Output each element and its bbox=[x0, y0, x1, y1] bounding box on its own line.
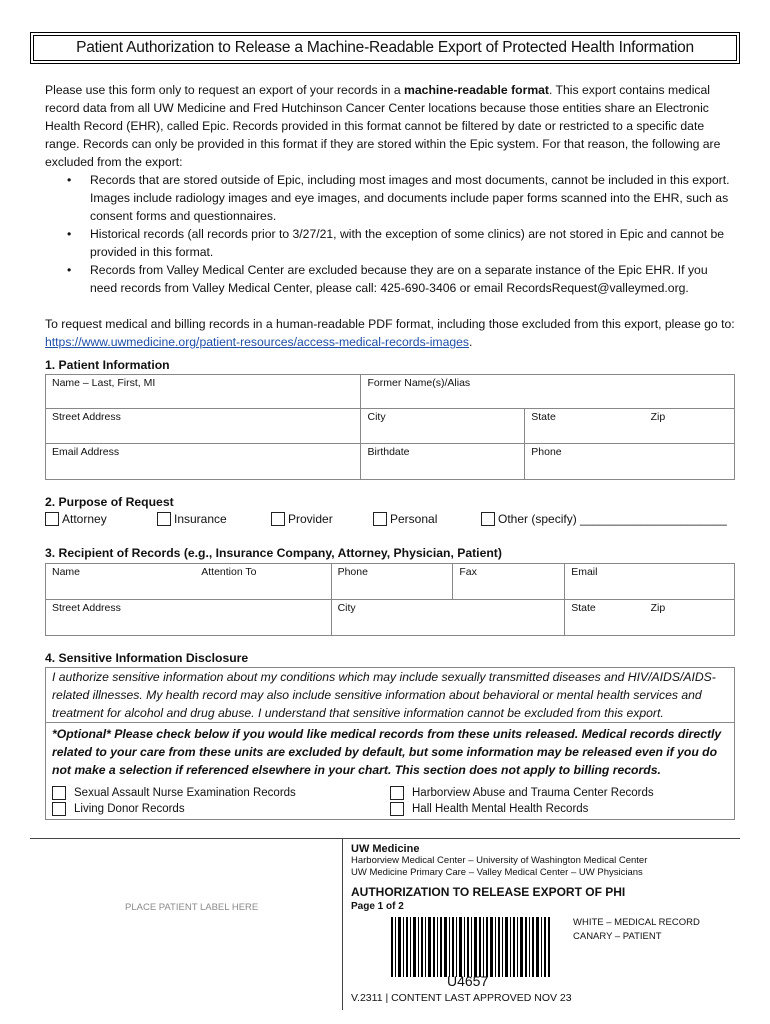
patient-zip-field[interactable]: Zip bbox=[645, 409, 735, 444]
recipient-attention-field[interactable]: Attention To bbox=[195, 564, 331, 600]
exclusion-list bbox=[45, 171, 735, 297]
pdf-request-paragraph: To request medical and billing records in a human-readable PDF format, including those excluded from this export, please go to: https://www.uwmedicine.org/patient-resources/access-medical-records-images. bbox=[45, 317, 735, 349]
sensitive-disclosure-box bbox=[45, 667, 735, 820]
patient-name-field[interactable]: Name – Last, First, MI bbox=[46, 375, 361, 409]
patient-street-field[interactable]: Street Address bbox=[46, 409, 361, 444]
checkbox[interactable] bbox=[52, 802, 66, 816]
patient-info-table bbox=[45, 374, 735, 480]
intro-section bbox=[45, 81, 735, 351]
intro-bold: machine-readable format bbox=[404, 83, 549, 97]
exclusion-item: • Historical records (all records prior to 3/27/21, with the exception of some clinics) are not stored in Epic and cannot be provided in this format. bbox=[67, 227, 725, 259]
patient-city-field[interactable]: City bbox=[361, 409, 525, 444]
optional-units-note: *Optional* Please check below if you would like medical records from these units released. Medical records directly related to your care from these units are excluded by default, but some information may be released even if you do not make a selection if referenced elsewhere in your chart. This section does not apply to billing records. bbox=[52, 727, 722, 777]
patient-phone-field[interactable]: Phone bbox=[525, 444, 735, 480]
checkbox[interactable] bbox=[373, 512, 387, 526]
purpose-other[interactable]: Other (specify) ______________________ bbox=[481, 512, 727, 526]
intro-paragraph bbox=[45, 81, 735, 171]
copy-distribution bbox=[573, 916, 700, 944]
former-names-field[interactable]: Former Name(s)/Alias bbox=[361, 375, 735, 409]
purpose-provider[interactable]: Provider bbox=[271, 512, 333, 526]
section-2-heading: 2. Purpose of Request bbox=[45, 495, 174, 509]
unit-hall-health[interactable]: Hall Health Mental Health Records bbox=[390, 800, 588, 818]
barcode-icon bbox=[391, 914, 551, 980]
copy-canary: CANARY – PATIENT bbox=[573, 931, 662, 942]
patient-label-area bbox=[30, 838, 342, 1010]
recipient-state-field[interactable]: State bbox=[565, 600, 645, 636]
version-info: V.2311 | CONTENT LAST APPROVED NOV 23 bbox=[351, 992, 572, 1004]
patient-email-field[interactable]: Email Address bbox=[46, 444, 361, 480]
unit-living-donor[interactable]: Living Donor Records bbox=[52, 800, 185, 818]
records-link[interactable]: https://www.uwmedicine.org/patient-resources/access-medical-records-images bbox=[45, 335, 470, 349]
recipient-table bbox=[45, 563, 735, 636]
checkbox[interactable] bbox=[157, 512, 171, 526]
purpose-personal[interactable]: Personal bbox=[373, 512, 437, 526]
form-title-box bbox=[30, 32, 740, 64]
recipient-name-field[interactable]: Name bbox=[46, 564, 196, 600]
intro-text-a: Please use this form only to request an export of your records in a bbox=[45, 83, 405, 97]
copy-white: WHITE – MEDICAL RECORD bbox=[573, 917, 700, 928]
purpose-options bbox=[45, 512, 735, 530]
org-sub-1: Harborview Medical Center – University of Washington Medical Center bbox=[351, 855, 648, 866]
patient-birthdate-field[interactable]: Birthdate bbox=[361, 444, 525, 480]
unit-checkboxes bbox=[46, 783, 734, 819]
recipient-street-field[interactable]: Street Address bbox=[46, 600, 332, 636]
footer-info bbox=[342, 838, 740, 1010]
patient-state-field[interactable]: State bbox=[525, 409, 645, 444]
checkbox[interactable] bbox=[52, 786, 66, 800]
section-3-heading: 3. Recipient of Records (e.g., Insurance Company, Attorney, Physician, Patient) bbox=[45, 546, 502, 560]
section-4-heading: 4. Sensitive Information Disclosure bbox=[45, 651, 249, 665]
unit-sane-records[interactable]: Sexual Assault Nurse Examination Records bbox=[52, 784, 296, 802]
checkbox[interactable] bbox=[390, 786, 404, 800]
section-1-heading: 1. Patient Information bbox=[45, 358, 170, 372]
page-number: Page 1 of 2 bbox=[351, 901, 404, 912]
purpose-attorney[interactable]: Attorney bbox=[45, 512, 107, 526]
exclusion-item: • Records from Valley Medical Center are excluded because they are on a separate instance of the Epic EHR. If you need records from Valley Medical Center, please call: 425-690-3406 or email RecordsRequest@valleymed.org. bbox=[67, 263, 708, 295]
checkbox[interactable] bbox=[390, 802, 404, 816]
intro-text-b: . This export contains medical record data from all UW Medicine and Fred Hutchinson Cancer Center locations because those entities share an Electronic Health Record (EHR), called Epic. Records provided in this format cannot be filtered by date or restricted to a specific date range. Records can only be provided in this format if they are stored within the Epic system. For that reason, the following are excluded from the export: bbox=[45, 83, 721, 169]
checkbox[interactable] bbox=[45, 512, 59, 526]
purpose-insurance[interactable]: Insurance bbox=[157, 512, 227, 526]
recipient-city-field[interactable]: City bbox=[331, 600, 565, 636]
footer-form-title: AUTHORIZATION TO RELEASE EXPORT OF PHI bbox=[351, 885, 626, 899]
unit-harborview-abuse[interactable]: Harborview Abuse and Trauma Center Records bbox=[390, 784, 654, 802]
recipient-email-field[interactable]: Email bbox=[565, 564, 735, 600]
form-title: Patient Authorization to Release a Machine-Readable Export of Protected Health Information bbox=[33, 35, 737, 61]
recipient-zip-field[interactable]: Zip bbox=[645, 600, 735, 636]
exclusion-item: • Records that are stored outside of Epic, including most images and most documents, cannot be included in this export. Images include radiology images and eye images, and documents include paper forms scanned into the EHR, such as consent forms and questionnaires. bbox=[67, 173, 730, 223]
sensitive-statement: I authorize sensitive information about my conditions which may include sexually transmitted diseases and HIV/AIDS/AIDS-related illnesses. My health record may also include sensitive information about behavioral or mental health services and treatment for alcohol and drug abuse. I understand that sensitive information cannot be excluded from this export. bbox=[46, 668, 734, 723]
patient-label-placeholder: PLACE PATIENT LABEL HERE bbox=[125, 902, 259, 913]
form-number: U4657 bbox=[447, 973, 489, 989]
org-name: UW Medicine bbox=[351, 843, 420, 855]
org-sub-2: UW Medicine Primary Care – Valley Medical Center – UW Physicians bbox=[351, 867, 643, 878]
recipient-fax-field[interactable]: Fax bbox=[453, 564, 565, 600]
checkbox[interactable] bbox=[481, 512, 495, 526]
recipient-phone-field[interactable]: Phone bbox=[331, 564, 453, 600]
checkbox[interactable] bbox=[271, 512, 285, 526]
